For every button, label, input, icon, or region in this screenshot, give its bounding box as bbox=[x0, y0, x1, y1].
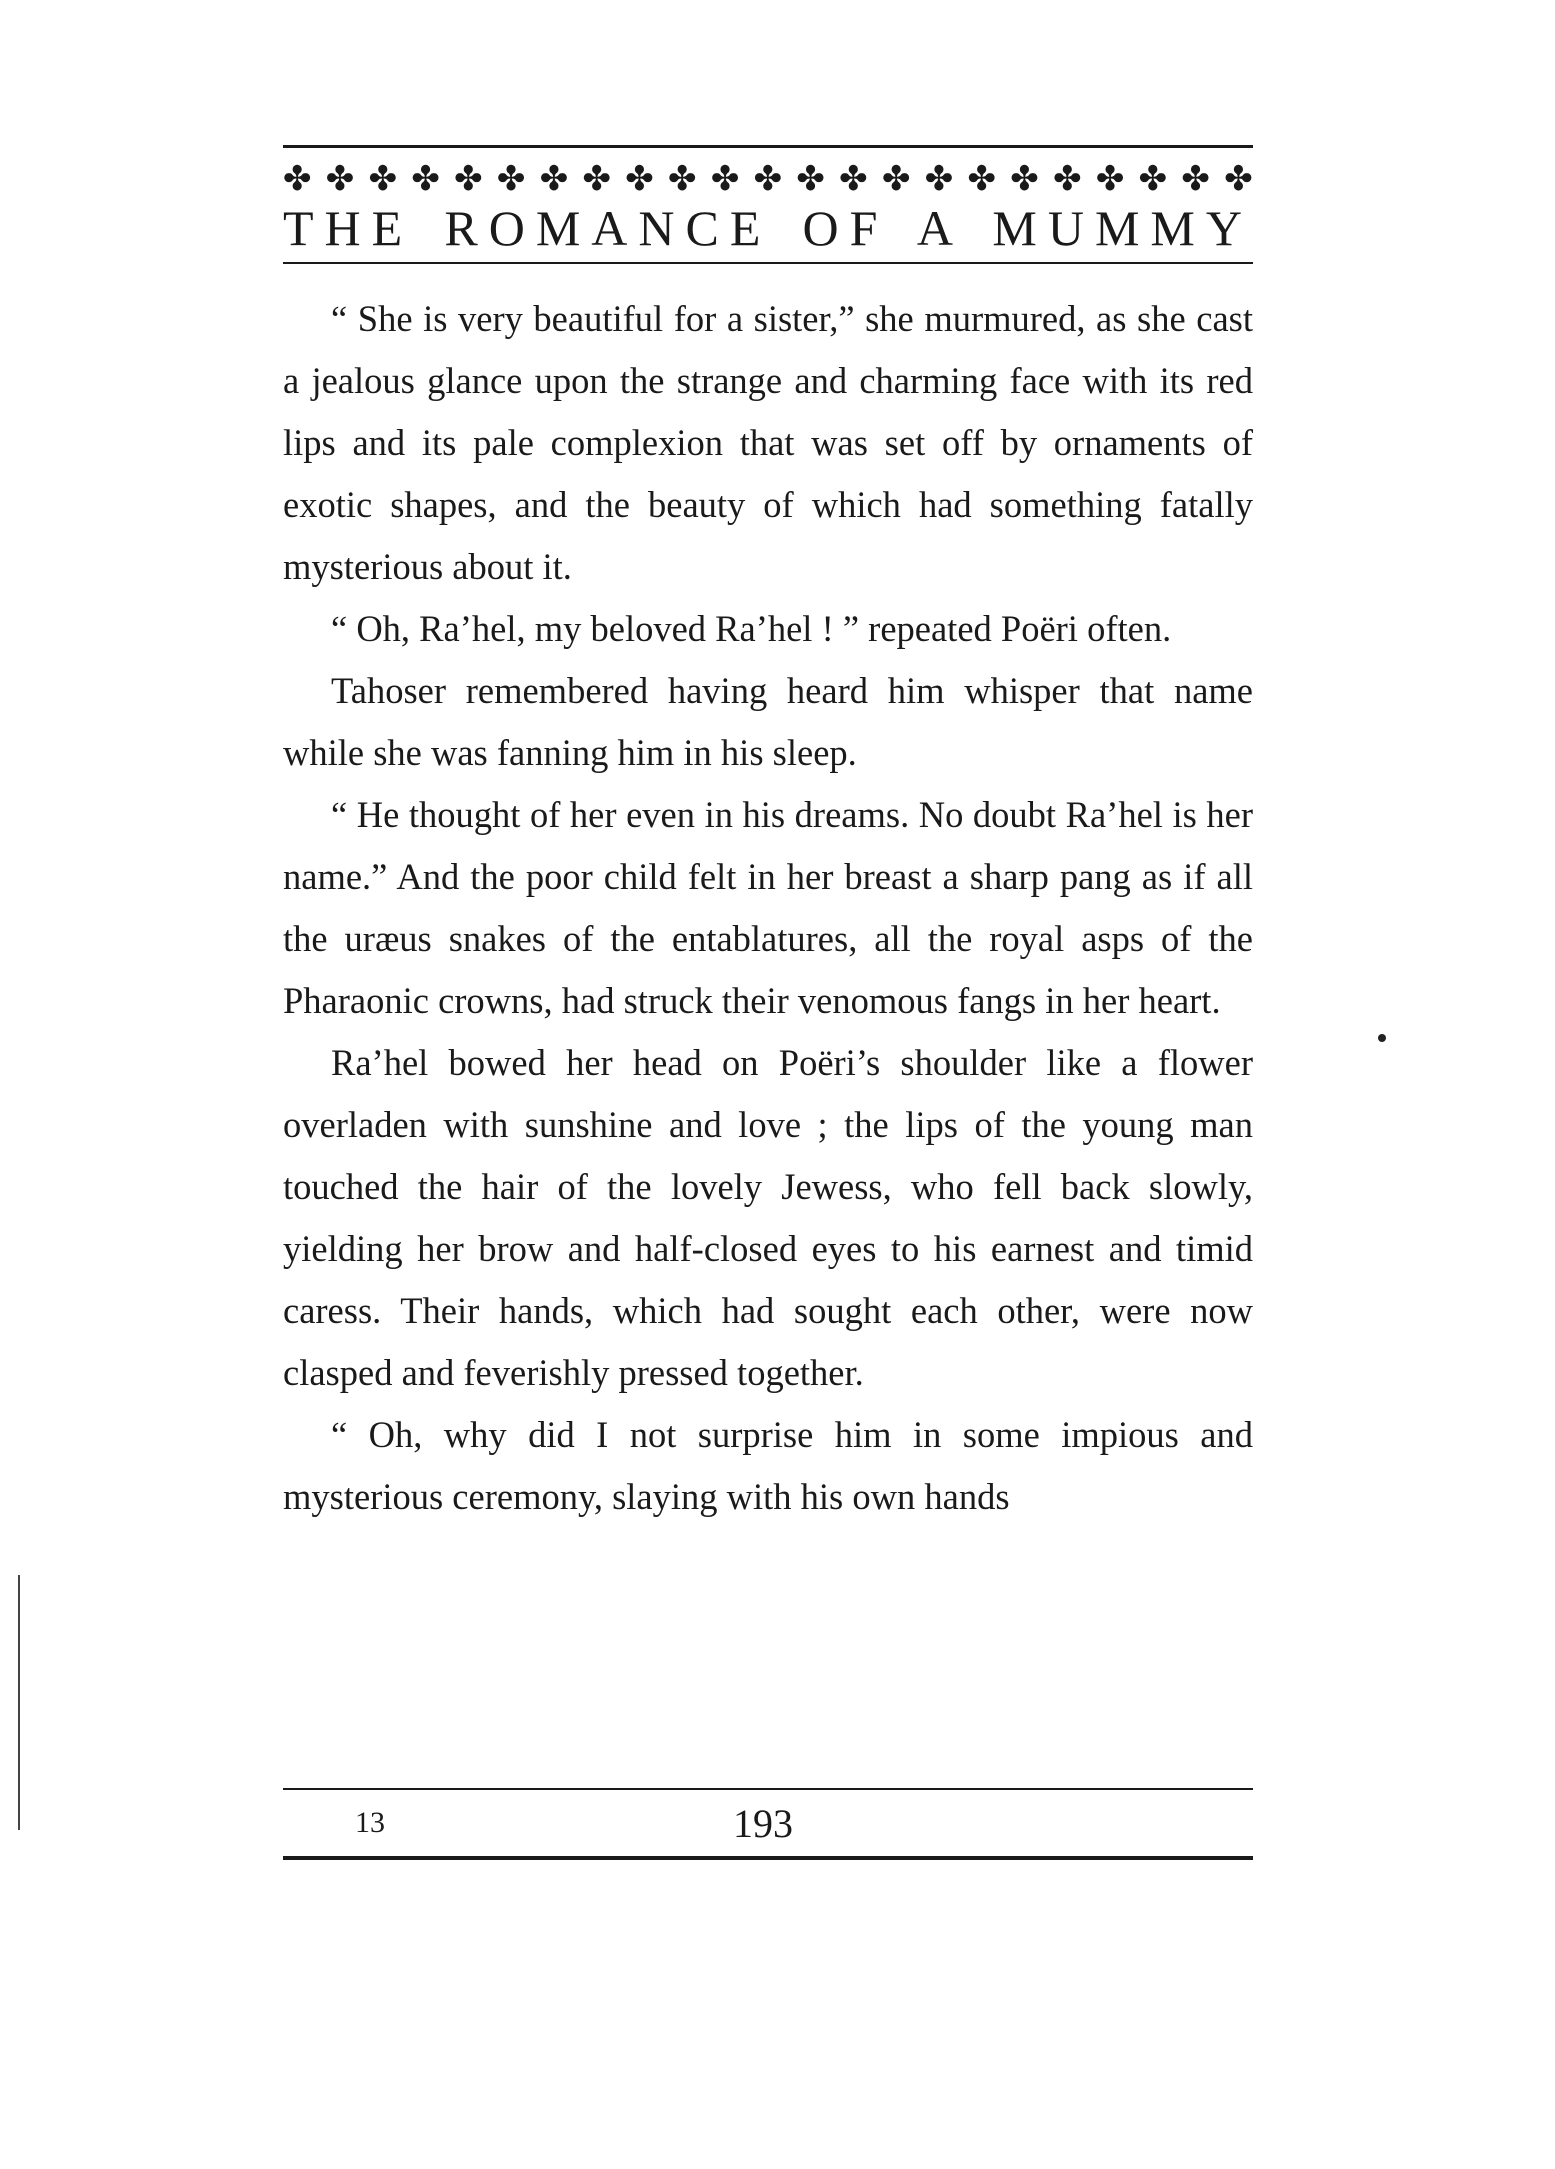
fleuron-icon: ✤ bbox=[1095, 159, 1125, 199]
body-text bbox=[283, 288, 1253, 1528]
ornament-band bbox=[283, 159, 1253, 199]
fleuron-icon: ✤ bbox=[1010, 159, 1039, 199]
paragraph-3: Tahoser remembered having heard him whisper that name while she was fanning him in his sleep. bbox=[283, 670, 1253, 773]
fleuron-icon: ✤ bbox=[753, 159, 783, 199]
fleuron-icon: ✤ bbox=[1224, 159, 1253, 199]
fleuron-icon: ✤ bbox=[625, 159, 654, 199]
paragraph-4: “ He thought of her even in his dreams. No doubt Ra’hel is her name.” And the poor child felt in her breast a sharp pang as if all the uræus snakes of the entablatures, all the royal asps of the Pharaonic crowns, had struck their venomous fangs in her heart. bbox=[283, 794, 1253, 1021]
fleuron-icon: ✤ bbox=[283, 159, 312, 199]
page-footer bbox=[283, 1788, 1253, 1860]
fleuron-icon: ✤ bbox=[454, 159, 483, 199]
fleuron-icon: ✤ bbox=[539, 159, 569, 199]
fleuron-icon: ✤ bbox=[924, 159, 954, 199]
fleuron-icon: ✤ bbox=[411, 159, 440, 199]
page-number: 193 bbox=[733, 1801, 793, 1846]
paragraph-5: Ra’hel bowed her head on Poëri’s shoulder like a flower overladen with sunshine and love ; the lips of the young man touched the hair of the lovely Jewess, who fell back slowly, yielding her brow and half-closed eyes to his earnest and timid caress. Their hands, which had sought each other, were now clasped and feverishly pressed together. bbox=[283, 1042, 1253, 1393]
running-title: THE ROMANCE OF A MUMMY bbox=[283, 200, 1253, 256]
paragraph-1: “ She is very beautiful for a sister,” she murmured, as she cast a jealous glance upon the strange and charming face with its red lips and its pale complexion that was set off by ornaments of exotic shapes, and the beauty of which had something fatally mysterious about it. bbox=[283, 298, 1253, 587]
fleuron-icon: ✤ bbox=[325, 159, 355, 199]
footer-rule-thick bbox=[283, 1856, 1253, 1860]
top-rule bbox=[283, 145, 1253, 148]
fleuron-icon: ✤ bbox=[582, 159, 611, 199]
fleuron-icon: ✤ bbox=[1138, 159, 1168, 199]
book-page bbox=[283, 145, 1253, 1528]
paragraph-2: “ Oh, Ra’hel, my beloved Ra’hel ! ” repeated Poëri often. bbox=[331, 608, 1172, 649]
signature-mark: 13 bbox=[355, 1806, 385, 1839]
fleuron-icon: ✤ bbox=[710, 159, 740, 199]
fleuron-icon: ✤ bbox=[668, 159, 697, 199]
fleuron-icon: ✤ bbox=[368, 159, 398, 199]
fleuron-icon: ✤ bbox=[881, 159, 911, 199]
fleuron-icon: ✤ bbox=[496, 159, 526, 199]
fleuron-icon: ✤ bbox=[796, 159, 825, 199]
fleuron-icon: ✤ bbox=[1053, 159, 1082, 199]
fleuron-icon: ✤ bbox=[1181, 159, 1210, 199]
title-rule bbox=[283, 262, 1253, 264]
paragraph-6: “ Oh, why did I not surprise him in some impious and mysterious ceremony, slaying with his own hands bbox=[283, 1414, 1253, 1517]
scan-edge-line bbox=[18, 1575, 20, 1830]
footer-row bbox=[283, 1790, 1253, 1856]
ink-speck bbox=[1378, 1034, 1386, 1042]
fleuron-icon: ✤ bbox=[839, 159, 868, 199]
fleuron-icon: ✤ bbox=[967, 159, 996, 199]
